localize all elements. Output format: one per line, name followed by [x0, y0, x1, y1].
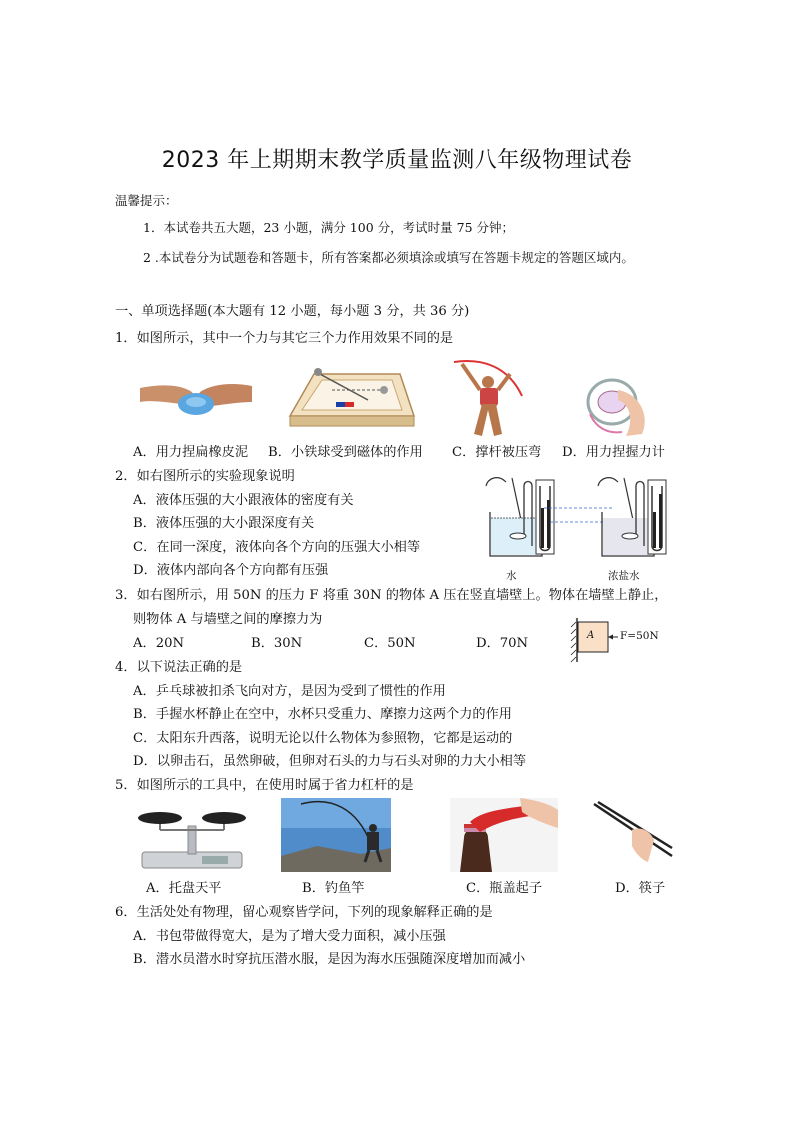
q3-option-a: A．20N [133, 636, 185, 651]
q1-option-a: A．用力捏扁橡皮泥 [133, 445, 249, 460]
q1-option-b: B．小铁球受到磁体的作用 [268, 445, 423, 460]
q4-option-b: B．手握水杯静止在空中，水杯只受重力、摩擦力这两个力的作用 [133, 707, 512, 722]
question-4-stem: 4．以下说法正确的是 [115, 660, 243, 675]
q1-option-c: C．撑杆被压弯 [452, 445, 542, 460]
q5-option-b: B．钓鱼竿 [302, 881, 365, 896]
section-heading: 一、单项选择题(本大题有 12 小题，每小题 3 分，共 36 分) [115, 304, 470, 319]
question-2-stem: 2．如右图所示的实验现象说明 [115, 469, 295, 484]
q2-option-a: A．液体压强的大小跟液体的密度有关 [133, 493, 354, 508]
q5-option-a: A．托盘天平 [146, 881, 222, 896]
q2-option-c: C．在同一深度，液体向各个方向的压强大小相等 [133, 540, 421, 555]
q1-image-magnet [288, 360, 416, 436]
page-title: 2023 年上期期末教学质量监测八年级物理试卷 [161, 148, 633, 173]
q5-image-bottle-opener [450, 798, 558, 872]
q1-image-clay [140, 372, 252, 428]
q2-option-b: B．液体压强的大小跟深度有关 [133, 516, 315, 531]
q5-option-d: D．筷子 [615, 881, 666, 896]
q2-figure-pressure-gauges [484, 472, 676, 564]
q2-label-water: 水 [506, 570, 517, 582]
q6-option-b: B．潜水员潜水时穿抗压潜水服，是因为海水压强随深度增加而减小 [133, 952, 526, 967]
q1-option-d: D．用力捏握力计 [562, 445, 665, 460]
q5-image-fishing-rod [281, 798, 391, 872]
q5-image-balance [134, 806, 250, 872]
q2-option-d: D．液体内部向各个方向都有压强 [133, 563, 329, 578]
q3-label-block: A [587, 630, 595, 641]
q1-image-pole-vault [452, 356, 526, 442]
q1-image-grip [582, 374, 652, 442]
q3-label-force: F=50N [620, 630, 659, 642]
q6-option-a: A．书包带做得宽大，是为了增大受力面积，减小压强 [133, 929, 446, 944]
question-3-stem: 3．如右图所示，用 50N 的压力 F 将重 30N 的物体 A 压在竖直墙壁上。物体在墙壁上静止， [115, 588, 668, 603]
q3-option-d: D．70N [476, 636, 529, 651]
q3-option-b: B．30N [251, 636, 303, 651]
question-3-stem-cont: 则物体 A 与墙壁之间的摩擦力为 [133, 612, 323, 627]
tip-item-1: 1．本试卷共五大题，23 小题，满分 100 分，考试时量 75 分钟； [143, 220, 514, 235]
q2-label-salt-water: 浓盐水 [608, 570, 640, 582]
q5-option-c: C．瓶盖起子 [466, 881, 543, 896]
question-5-stem: 5．如图所示的工具中，在使用时属于省力杠杆的是 [115, 778, 414, 793]
q5-image-chopsticks [592, 800, 676, 866]
tips-heading: 温馨提示： [115, 193, 178, 208]
q3-option-c: C．50N [364, 636, 416, 651]
question-1-stem: 1．如图所示，其中一个力与其它三个力作用效果不同的是 [115, 331, 454, 346]
question-6-stem: 6．生活处处有物理，留心观察皆学问，下列的现象解释正确的是 [115, 905, 493, 920]
q4-option-a: A．乒乓球被扣杀飞向对方，是因为受到了惯性的作用 [133, 684, 446, 699]
tip-item-2: 2 .本试卷分为试题卷和答题卡，所有答案都必须填涂或填写在答题卡规定的答题区域内。 [143, 250, 634, 265]
q4-option-d: D．以卵击石，虽然卵破，但卵对石头的力与石头对卵的力大小相等 [133, 754, 527, 769]
q4-option-c: C．太阳东升西落，说明无论以什么物体为参照物，它都是运动的 [133, 731, 513, 746]
